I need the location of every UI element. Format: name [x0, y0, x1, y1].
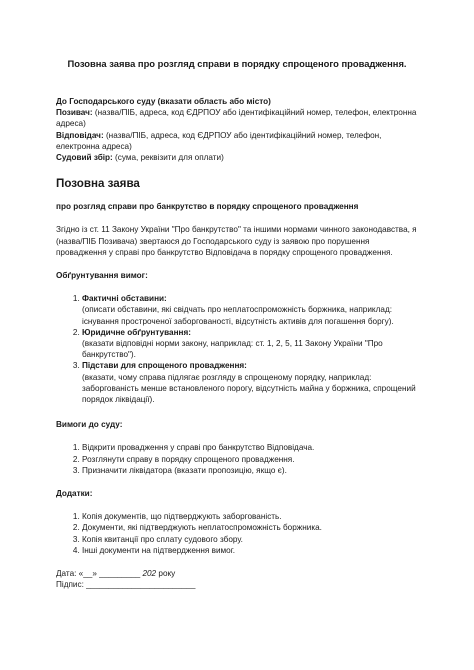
- intro-paragraph: Згідно із ст. 11 Закону України "Про банкрутство" та іншими нормами чинного законодавства, я (назва/ПІБ Позивача) звертаюся до Господарського суду із заявою про порушення провадження у справі про банкрутство Відповідача в порядку спрощеного провадження.: [56, 225, 417, 257]
- fee-line: [56, 152, 418, 163]
- defendant-line: [56, 130, 418, 152]
- document-title: Позовна заява про розгляд справи в порядку спрощеного провадження.: [67, 58, 407, 69]
- addressee-block: [56, 96, 418, 163]
- section-heading: Позовна заява: [56, 177, 140, 191]
- claims-heading: Вимоги до суду:: [56, 420, 123, 430]
- ground-title: 3. Підстави для спрощеного провадження:: [82, 361, 247, 371]
- court-line: [56, 96, 418, 107]
- grounds-heading: Обґрунтування вимог:: [56, 271, 148, 281]
- list-item: 3. Копія квитанції про сплату судового збору.: [82, 534, 418, 545]
- grounds-list: [56, 293, 418, 405]
- court-label: До Господарського суду (вказати область або місто): [56, 97, 271, 106]
- list-item: 2. Розглянути справу в порядку спрощеного провадження.: [82, 454, 418, 465]
- attachments-list: [56, 511, 418, 556]
- document-subtitle: про розгляд справи про банкрутство в порядку спрощеного провадження: [56, 202, 359, 212]
- plaintiff-line: [56, 107, 418, 129]
- attachments-heading: Додатки:: [56, 489, 93, 499]
- ground-desc: (описати обставини, які свідчать про неплатоспроможність боржника, наприклад: існування простроченої заборгованості, відсутність активів для погашення боргу).: [82, 305, 394, 326]
- ground-title: 1. Фактичні обставини:: [82, 294, 167, 304]
- signature-block: [56, 568, 418, 590]
- list-item: 3. Призначити ліквідатора (вказати пропозицію, якщо є).: [82, 465, 418, 476]
- plaintiff-text: (назва/ПІБ, адреса, код ЄДРПОУ або ідентифікаційний номер, телефон, електронна адреса): [56, 108, 417, 129]
- defendant-label: Відповідач:: [56, 130, 104, 140]
- fee-text: (сума, реквізити для оплати): [115, 153, 224, 163]
- defendant-text: (назва/ПІБ, адреса, код ЄДРПОУ або ідентифікаційний номер, телефон, електронна адреса): [56, 130, 382, 151]
- list-item: [82, 327, 418, 361]
- ground-desc: (вказати, чому справа підлягає розгляду в спрощеному порядку, наприклад: заборгованість менше встановленого порогу, відсутність майна у боржника, спрощений порядок ліквідації).: [82, 372, 416, 405]
- ground-title: 2. Юридичне обґрунтування:: [82, 327, 191, 337]
- list-item: 1. Копія документів, що підтверджують заборгованість.: [82, 511, 418, 522]
- claims-list: [56, 442, 418, 476]
- date-prefix: Дата: «__» _________: [56, 569, 143, 579]
- signature-line: Підпис: ________________________: [56, 580, 196, 590]
- list-item: 1. Відкрити провадження у справі про банкрутство Відповідача.: [82, 442, 418, 453]
- list-item: [82, 360, 418, 405]
- fee-label: Судовий збір:: [56, 153, 113, 163]
- date-suffix: року: [156, 569, 176, 579]
- date-year: 202: [142, 569, 157, 579]
- list-item: 4. Інші документи на підтвердження вимог.: [82, 545, 418, 556]
- list-item: 2. Документи, які підтверджують неплатоспроможність боржника.: [82, 522, 418, 533]
- ground-desc: (вказати відповідні норми закону, наприклад: ст. 1, 2, 5, 11 Закону України "Про банкрутство").: [82, 339, 383, 360]
- list-item: [82, 293, 418, 327]
- plaintiff-label: Позивач:: [56, 108, 93, 118]
- date-line: [56, 568, 418, 579]
